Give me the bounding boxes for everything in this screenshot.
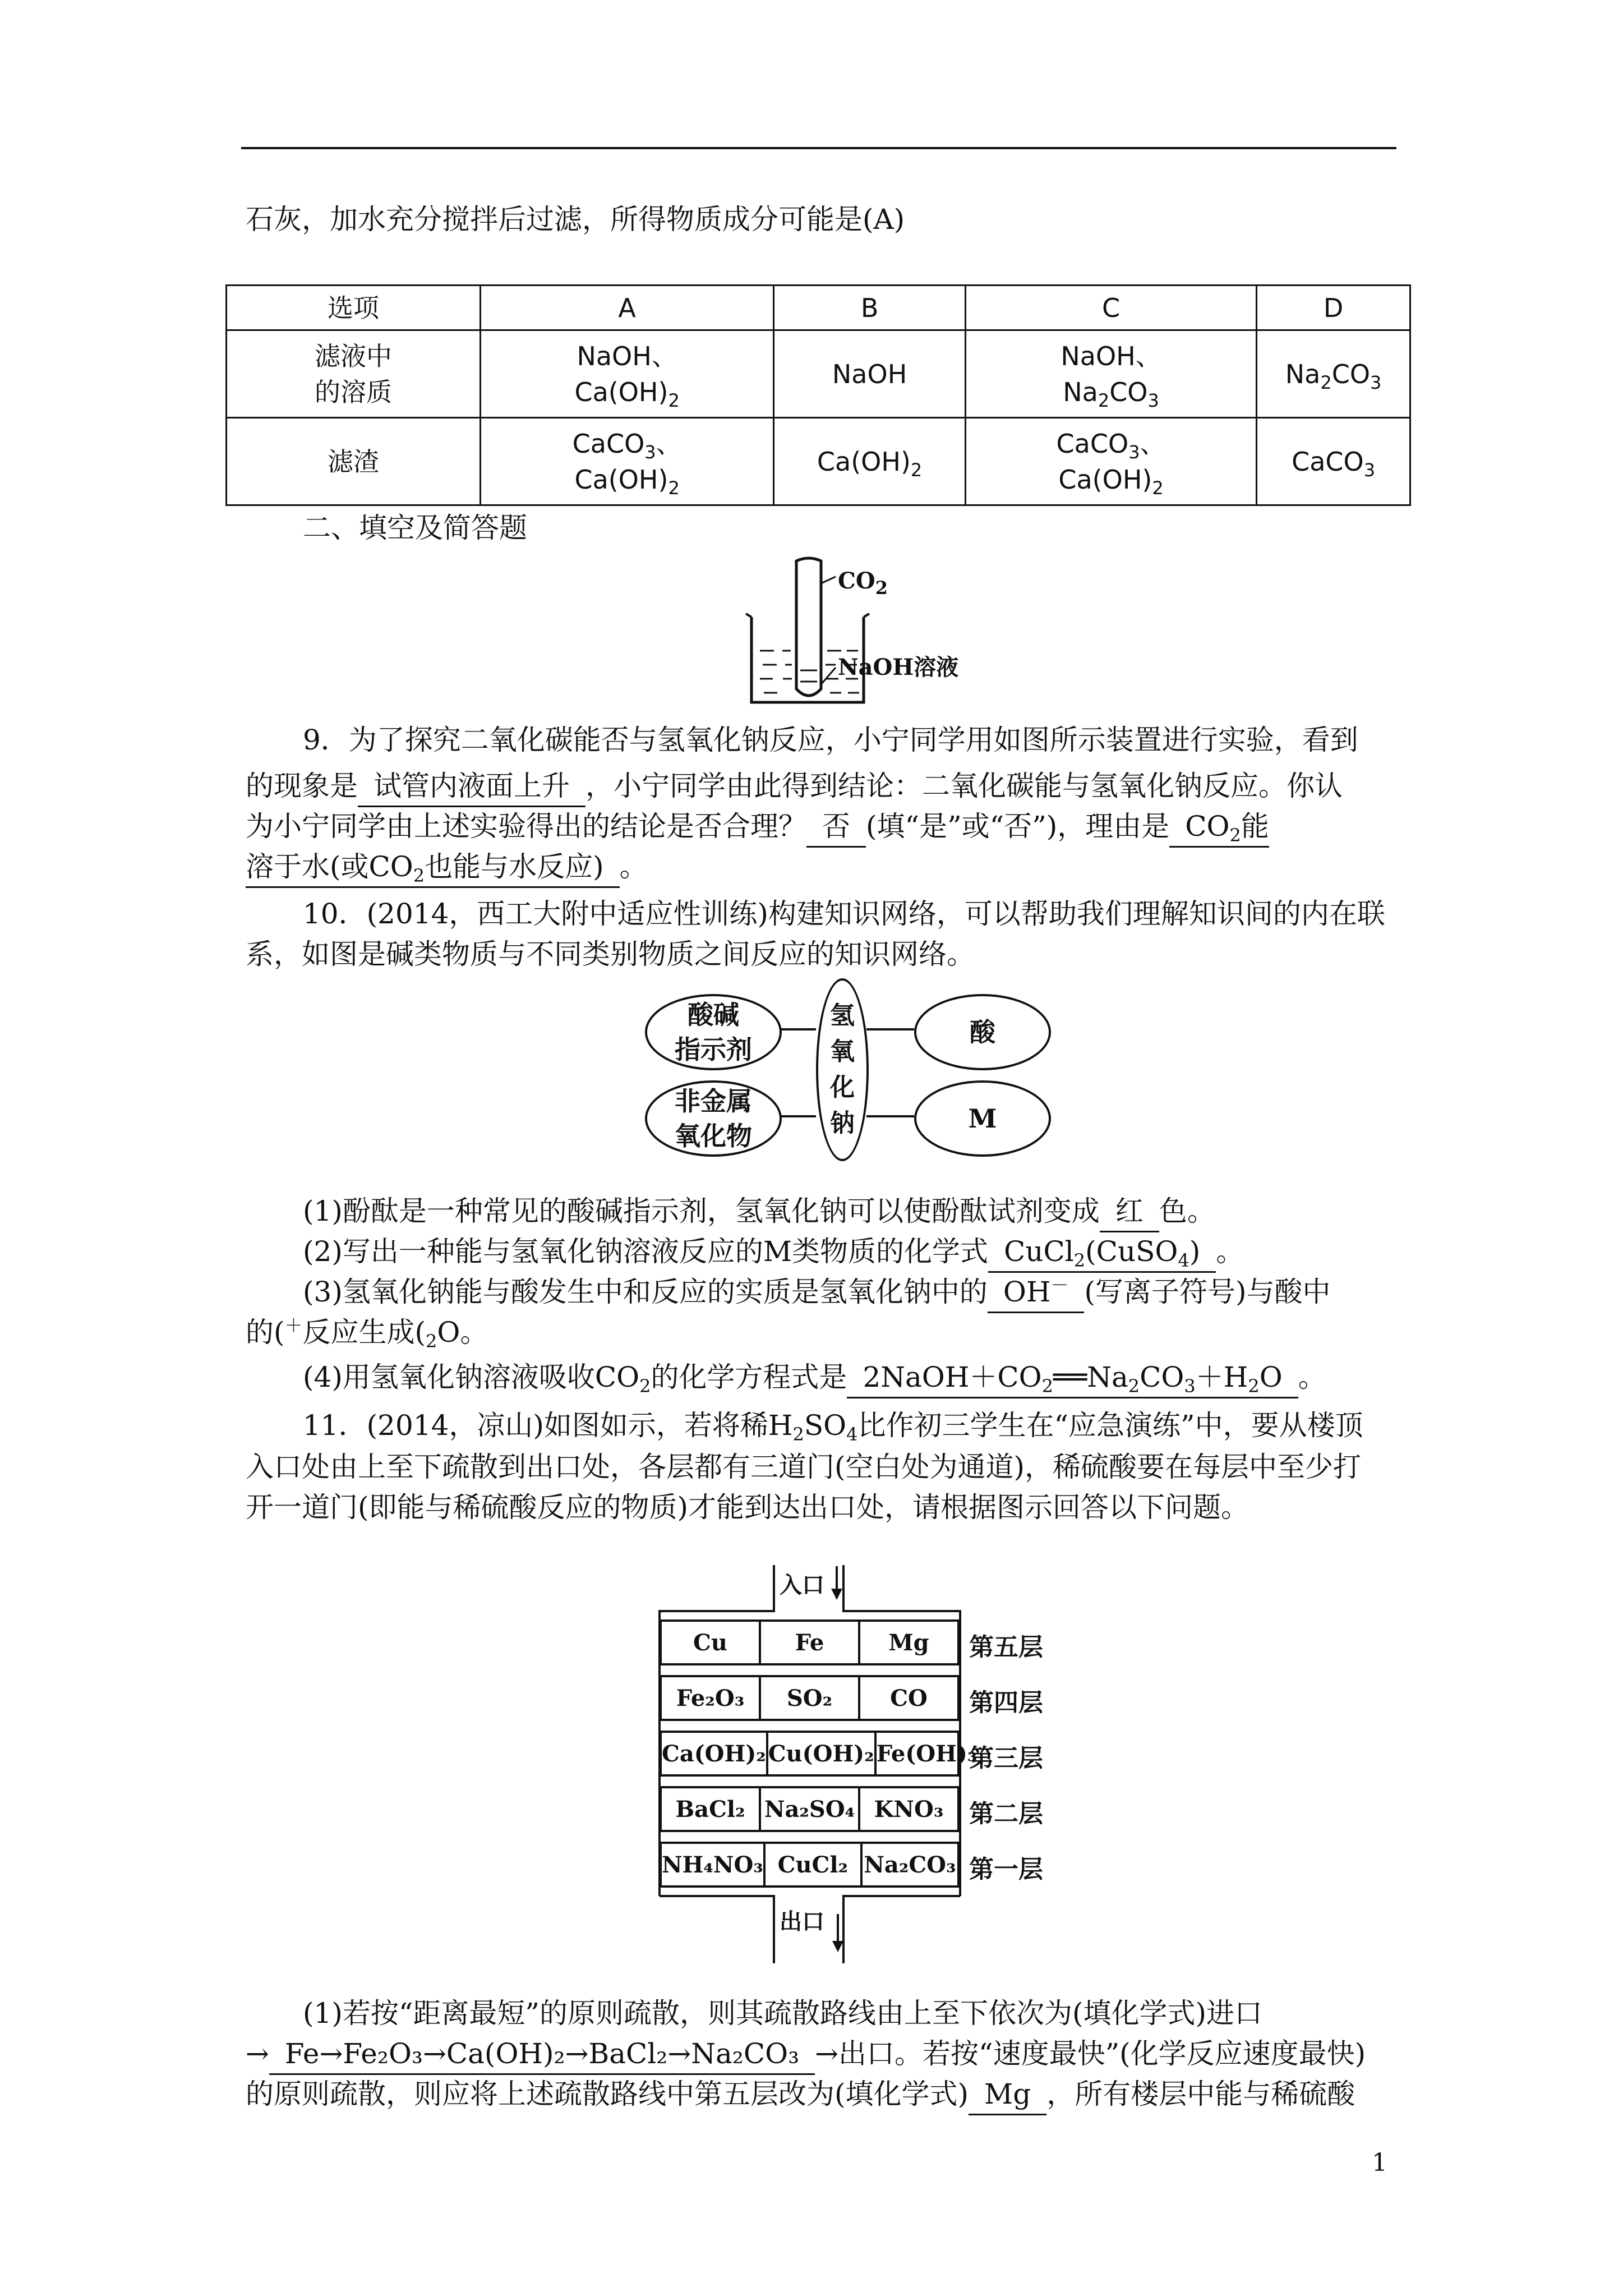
floor-label: 第一层	[969, 1855, 1043, 1884]
q11-answer-2: Mg	[969, 2074, 1046, 2115]
q9-line-4: 溶于水(或$CO_2$也能与水反应) 。	[246, 847, 648, 888]
node-acid: 酸	[914, 994, 1051, 1070]
exit-label: 出口	[780, 1908, 824, 1935]
floor-cell: Cu(OH)₂	[768, 1733, 877, 1774]
table-header-cell: A	[481, 286, 774, 330]
table-header-cell: B	[774, 286, 966, 330]
floor-cell: CO	[890, 1685, 928, 1711]
q9-answer-3: $CO_2$能	[1169, 807, 1269, 848]
table-cell: NaOH	[774, 330, 966, 418]
q10-line-2: 系，如图是碱类物质与不同类别物质之间反应的知识网络。	[246, 938, 975, 970]
floor-cell: Na₂CO₃	[864, 1851, 956, 1878]
entrance-label: 入口	[780, 1572, 824, 1598]
q10-part-2: (2)写出一种能与氢氧化钠溶液反应的M类物质的化学式 CuCl$_2$(CuSO$_4$) 。	[303, 1232, 1244, 1273]
header-rule	[241, 147, 1396, 149]
co2-label: $CO_2$	[838, 568, 888, 599]
table-header-cell: C	[965, 286, 1256, 330]
q10-part-3-cont: 的(＋反应生成($_2O$。	[246, 1315, 488, 1352]
q9-answer-3-cont: 溶于水(或$CO_2$也能与水反应)	[246, 847, 620, 888]
floor-4	[660, 1675, 960, 1721]
intro-text: 石灰，加水充分搅拌后过滤，所得物质成分可能是(A)	[246, 203, 905, 236]
node-nonmetal-oxide: 非金属 氧化物	[645, 1080, 782, 1157]
floor-cell: Na₂SO₄	[761, 1788, 860, 1830]
q10-answer-1: 红	[1100, 1191, 1159, 1232]
node-m: M	[914, 1080, 1051, 1157]
q10-part-1: (1)酚酞是一种常见的酸碱指示剂，氢氧化钠可以使酚酞试剂变成 红 色。	[303, 1191, 1215, 1232]
q10-part-4: (4)用氢氧化钠溶液吸收$CO_2$的化学方程式是 $2NaOH+CO_2══Na_2CO_3+H_2O$ 。	[303, 1358, 1326, 1398]
table-header-cell: D	[1257, 286, 1410, 330]
table-cell: CaCO$_3$、 $Ca(OH)_2$	[481, 418, 774, 505]
floor-cell: KNO₃	[874, 1796, 944, 1823]
q11-line-2: 入口处由上至下疏散到出口处，各层都有三道门(空白处为通道)，稀硫酸要在每层中至少打	[246, 1451, 1362, 1483]
q10-answer-3: OH－	[988, 1272, 1085, 1313]
q10-answer-4: $2NaOH+CO_2══Na_2CO_3+H_2O$	[847, 1358, 1298, 1398]
floor-label: 第二层	[969, 1800, 1043, 1828]
floor-cell: Ca(OH)₂	[662, 1733, 768, 1774]
floor-cell: Fe	[761, 1622, 860, 1663]
q10-answer-2: CuCl$_2$(CuSO$_4$)	[988, 1232, 1216, 1273]
naoh-solution-label: NaOH溶液	[838, 654, 959, 680]
floor-1	[660, 1842, 960, 1888]
floor-label: 第五层	[969, 1633, 1043, 1662]
table-cell: NaOH、 $Na_2CO_3$	[965, 330, 1256, 418]
floor-cell: Fe₂O₃	[662, 1677, 761, 1719]
floor-label: 第三层	[969, 1744, 1043, 1773]
q11-line-3: 开一道门(即能与稀硫酸反应的物质)才能到达出口处，请根据图示回答以下问题。	[246, 1491, 1249, 1524]
q11-answer-1: Fe→Fe₂O₃→Ca(OH)₂→BaCl₂→Na₂CO₃	[269, 2034, 815, 2075]
node-sodium-hydroxide: 氢 氧 化 钠	[816, 978, 869, 1161]
q10-line-1: 10．(2014，西工大附中适应性训练)构建知识网络，可以帮助我们理解知识间的内在联	[303, 898, 1385, 930]
q11-part-1-cont: 的原则疏散，则应将上述疏散路线中第五层改为(填化学式) Mg ，所有楼层中能与稀硫酸	[246, 2074, 1355, 2115]
floor-cell: SO₂	[761, 1677, 860, 1719]
q9-answer-1: 试管内液面上升	[358, 766, 585, 807]
floor-label: 第四层	[969, 1688, 1043, 1717]
q9-line-2: 的现象是 试管内液面上升 ，小宁同学由此得到结论：二氧化碳能与氢氧化钠反应。你认	[246, 766, 1343, 807]
q11-part-1: (1)若按“距离最短”的原则疏散，则其疏散路线由上至下依次为(填化学式)进口	[303, 1997, 1262, 2030]
q9-line-3: 为小宁同学由上述实验得出的结论是否合理？ 否 (填“是”或“否”)，理由是 $CO_2$能	[246, 807, 1269, 848]
floor-cell: BaCl₂	[662, 1788, 761, 1830]
floor-cell: Cu	[662, 1622, 761, 1663]
floor-cell: CuCl₂	[766, 1844, 863, 1885]
q11-line-1: 11．(2014，凉山)如图如示，若将稀$H_2SO_4$比作初三学生在“应急演练”中，要从楼顶	[303, 1409, 1363, 1445]
options-table	[225, 284, 1411, 506]
page-number: 1	[1372, 2148, 1387, 2177]
table-cell: CaCO$_3$、 $Ca(OH)_2$	[965, 418, 1256, 505]
table-cell: CaCO$_3$	[1257, 418, 1410, 505]
table-row-label: 滤液中 的溶质	[227, 330, 481, 418]
floor-cell: Fe(OH)₃	[876, 1740, 978, 1767]
floor-2	[660, 1786, 960, 1832]
floor-cell: Mg	[888, 1629, 929, 1656]
q9-line-1: 9．为了探究二氧化碳能否与氢氧化钠反应，小宁同学用如图所示装置进行实验，看到	[303, 724, 1358, 756]
floor-5	[660, 1619, 960, 1665]
table-row-label: 滤渣	[227, 418, 481, 505]
floor-cell: NH₄NO₃	[662, 1844, 766, 1885]
section-title: 二、填空及简答题	[303, 512, 527, 544]
table-cell: $Ca(OH)_2$	[774, 418, 966, 505]
table-header-cell: 选项	[227, 286, 481, 330]
floor-3	[660, 1731, 978, 1777]
node-acid-base-indicator: 酸碱 指示剂	[645, 994, 782, 1070]
q11-part-1-route: → Fe→Fe₂O₃→Ca(OH)₂→BaCl₂→Na₂CO₃ →出口。若按“速度最快”(化学反应速度最快)	[246, 2034, 1366, 2075]
table-cell: $Na_2CO_3$	[1257, 330, 1410, 418]
q9-answer-2: 否	[806, 807, 866, 848]
q10-part-3: (3)氢氧化钠能与酸发生中和反应的实质是氢氧化钠中的 OH－ (写离子符号)与酸中	[303, 1272, 1330, 1313]
table-cell: NaOH、 $Ca(OH)_2$	[481, 330, 774, 418]
